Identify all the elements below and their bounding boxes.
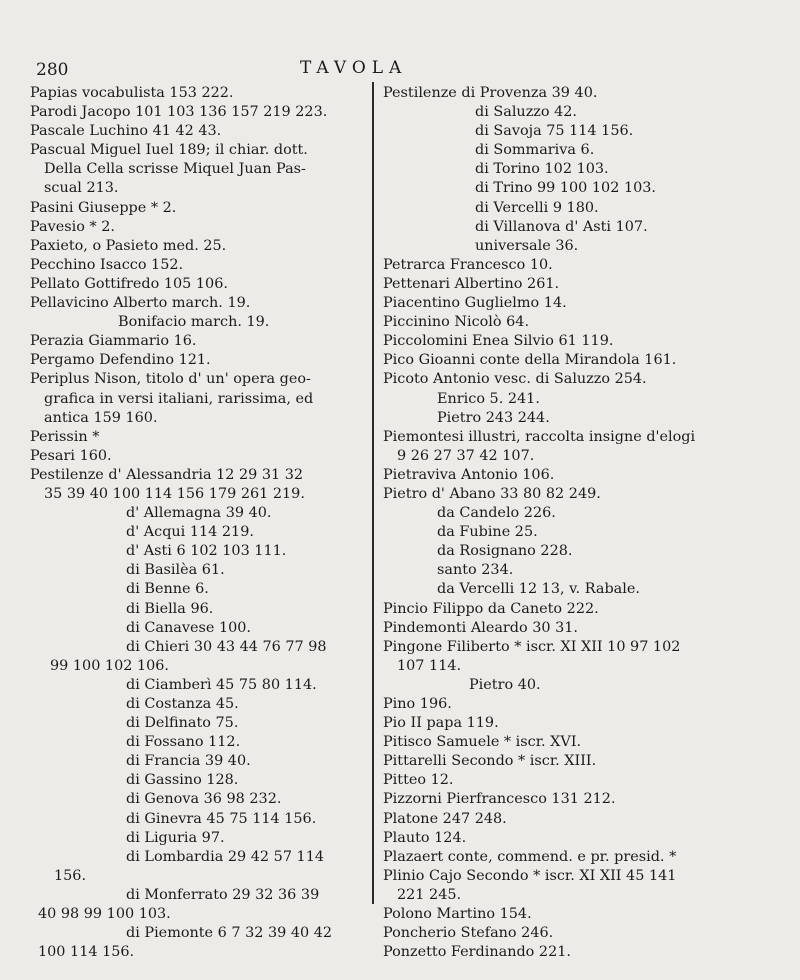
index-column-right xyxy=(383,84,778,962)
index-entry: d' Asti 6 102 103 111. xyxy=(126,543,287,560)
index-entry: Pietro 243 244. xyxy=(437,409,550,426)
index-entry: grafica in versi italiani, rarissima, ed xyxy=(44,390,314,407)
index-entry: di Liguria 97. xyxy=(126,829,225,846)
index-entry: 221 245. xyxy=(397,886,462,903)
index-entry: di Genova 36 98 232. xyxy=(126,791,282,808)
index-entry: di Fossano 112. xyxy=(126,734,241,751)
index-entry: Pincio Filippo da Caneto 222. xyxy=(383,600,599,617)
index-entry: 156. xyxy=(54,867,87,884)
index-entry: di Costanza 45. xyxy=(126,696,239,712)
index-entry: Picoto Antonio vesc. di Saluzzo 254. xyxy=(383,371,647,388)
index-entry: Plauto 124. xyxy=(383,829,467,846)
index-entry: Pecchino Isacco 152. xyxy=(30,256,184,273)
index-entry: di Delfinato 75. xyxy=(126,715,239,732)
index-entry: da Candelo 226. xyxy=(437,505,556,522)
index-entry: di Francia 39 40. xyxy=(126,753,251,770)
index-entry: Pizzorni Pierfrancesco 131 212. xyxy=(383,791,616,808)
index-entry: Pestilenze d' Alessandria 12 29 31 32 xyxy=(30,466,304,483)
index-entry: Pino 196. xyxy=(383,696,452,712)
index-entry: Papias vocabulista 153 222. xyxy=(30,85,234,101)
index-entry: Ponzetto Ferdinando 221. xyxy=(383,944,571,961)
index-entry: santo 234. xyxy=(437,562,514,579)
column-divider xyxy=(372,82,374,904)
index-entry: d' Acqui 114 219. xyxy=(126,524,254,541)
index-entry: di Monferrato 29 32 36 39 xyxy=(126,886,320,903)
index-entry: Paxieto, o Pasieto med. 25. xyxy=(30,237,227,254)
index-entry: Pettenari Albertino 261. xyxy=(383,275,560,292)
index-entry: di Villanova d' Asti 107. xyxy=(475,218,648,235)
index-entry: Pascual Miguel Iuel 189; il chiar. dott. xyxy=(30,142,308,159)
index-entry: da Rosignano 228. xyxy=(437,543,573,560)
index-entry: Pietraviva Antonio 106. xyxy=(383,466,555,483)
index-entry: Pellavicino Alberto march. 19. xyxy=(30,295,251,312)
index-entry: Pesari 160. xyxy=(30,447,112,464)
index-entry: Piemontesi illustri, raccolta insigne d'elogi xyxy=(383,428,696,445)
index-entry: Pietro 40. xyxy=(469,676,541,693)
index-entry: 35 39 40 100 114 156 179 261 219. xyxy=(44,485,305,502)
index-entry: Petrarca Francesco 10. xyxy=(383,256,553,273)
index-entry: universale 36. xyxy=(475,237,579,254)
index-entry: Pergamo Defendino 121. xyxy=(30,352,211,369)
index-entry: di Vercelli 9 180. xyxy=(475,199,599,216)
index-entry: Bonifacio march. 19. xyxy=(118,314,270,331)
index-entry: 40 98 99 100 103. xyxy=(38,906,171,923)
index-entry: di Chieri 30 43 44 76 77 98 xyxy=(126,638,327,655)
index-entry: Periplus Nison, titolo d' un' opera geo- xyxy=(30,371,311,388)
index-entry: Pio II papa 119. xyxy=(383,715,499,732)
index-entry: Pasini Giuseppe * 2. xyxy=(30,199,177,216)
index-entry: di Saluzzo 42. xyxy=(475,104,577,121)
index-entry: Pitteo 12. xyxy=(383,772,454,789)
index-entry: 9 26 27 37 42 107. xyxy=(397,447,535,464)
index-entry: Perissin * xyxy=(30,428,100,445)
index-entry: Poncherio Stefano 246. xyxy=(383,925,554,942)
index-entry: 99 100 102 106. xyxy=(50,657,170,674)
page-title: TAVOLA xyxy=(300,58,408,78)
index-entry: di Torino 102 103. xyxy=(475,161,609,178)
index-entry: Enrico 5. 241. xyxy=(437,390,540,407)
index-entry: 100 114 156. xyxy=(38,944,135,961)
index-entry: di Ciamberì 45 75 80 114. xyxy=(126,676,317,693)
index-entry: antica 159 160. xyxy=(44,409,158,426)
index-entry: di Basilèa 61. xyxy=(126,562,225,579)
index-entry: Piccolomini Enea Silvio 61 119. xyxy=(383,333,614,350)
index-entry: 107 114. xyxy=(397,657,462,674)
index-entry: di Gassino 128. xyxy=(126,772,239,789)
index-entry: di Sommariva 6. xyxy=(475,142,595,159)
index-entry: Pietro d' Abano 33 80 82 249. xyxy=(383,485,601,502)
index-entry: da Vercelli 12 13, v. Rabale. xyxy=(437,581,640,598)
index-entry: di Savoja 75 114 156. xyxy=(475,123,634,140)
index-entry: Piccinino Nicolò 64. xyxy=(383,314,530,331)
index-entry: di Piemonte 6 7 32 39 40 42 xyxy=(126,925,333,942)
index-entry: di Lombardia 29 42 57 114 xyxy=(126,848,325,865)
index-entry: Pavesio * 2. xyxy=(30,218,115,235)
index-entry: di Ginevra 45 75 114 156. xyxy=(126,810,317,827)
index-entry: di Canavese 100. xyxy=(126,619,251,636)
index-entry: Piacentino Guglielmo 14. xyxy=(383,295,567,312)
index-entry: scual 213. xyxy=(44,180,119,197)
index-entry: Polono Martino 154. xyxy=(383,906,532,923)
index-entry: Plazaert conte, commend. e pr. presid. * xyxy=(383,848,677,865)
index-entry: Plinio Cajo Secondo * iscr. XI XII 45 141 xyxy=(383,867,677,884)
index-entry: da Fubine 25. xyxy=(437,524,538,541)
index-entry: Pittarelli Secondo * iscr. XIII. xyxy=(383,753,597,770)
index-entry: Perazia Giammario 16. xyxy=(30,333,197,350)
index-entry: Pindemonti Aleardo 30 31. xyxy=(383,619,579,636)
index-entry: Pitisco Samuele * iscr. XVI. xyxy=(383,734,582,751)
index-entry: di Trino 99 100 102 103. xyxy=(475,180,656,197)
index-entry: Pico Gioanni conte della Mirandola 161. xyxy=(383,352,677,369)
index-entry: Pascale Luchino 41 42 43. xyxy=(30,123,222,140)
index-column-left xyxy=(30,84,368,962)
index-entry: di Benne 6. xyxy=(126,581,209,598)
index-entry: d' Allemagna 39 40. xyxy=(126,505,272,522)
index-entry: Parodi Jacopo 101 103 136 157 219 223. xyxy=(30,104,328,121)
index-entry: di Biella 96. xyxy=(126,600,214,617)
index-entry: Pingone Filiberto * iscr. XI XII 10 97 102 xyxy=(383,638,681,655)
index-entry: Della Cella scrisse Miquel Juan Pas- xyxy=(44,161,306,178)
index-entry: Pellato Gottifredo 105 106. xyxy=(30,275,228,292)
index-entry: Pestilenze di Provenza 39 40. xyxy=(383,85,598,101)
index-entry: Platone 247 248. xyxy=(383,810,507,827)
page-number: 280 xyxy=(36,60,69,80)
